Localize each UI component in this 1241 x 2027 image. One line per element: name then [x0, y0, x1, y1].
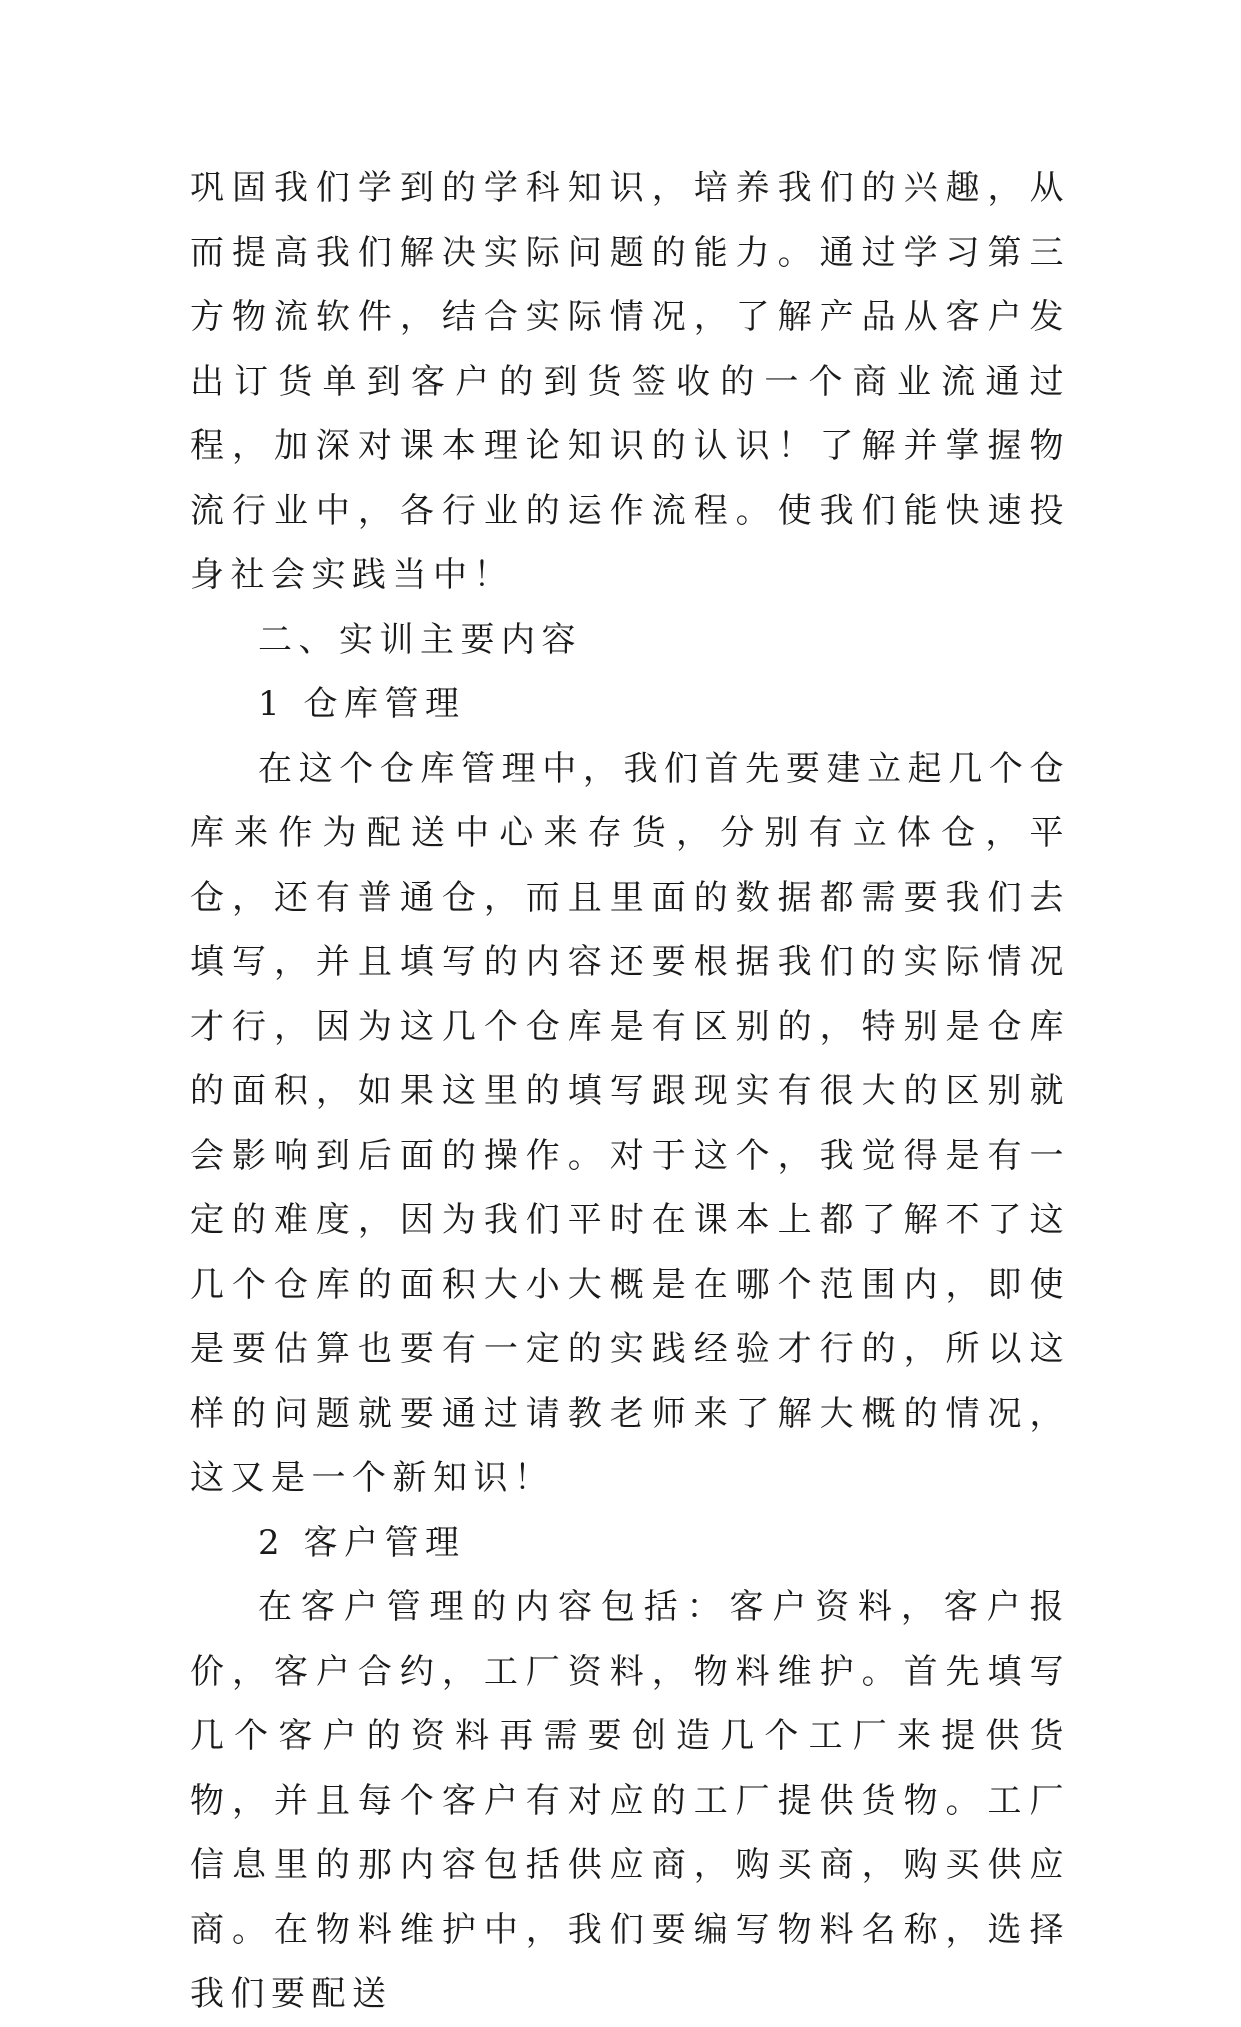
paragraph-customer: 在客户管理的内容包括：客户资料，客户报价，客户合约，工厂资料，物料维护。首先填写几个客户的资料再需要创造几个工厂来提供货物，并且每个客户有对应的工厂提供货物。工厂信息里的那内容包括供应商，购买商，购买供应商。在物料维护中，我们要编写物料名称，选择我们要配送: [190, 1587, 1070, 2014]
document-body: [190, 156, 1070, 2027]
subsection-heading-customer: 2 客户管理: [258, 1522, 466, 1563]
subsection-heading-warehouse: 1 仓库管理: [258, 684, 466, 724]
paragraph-warehouse: 在这个仓库管理中，我们首先要建立起几个仓库来作为配送中心来存货，分别有立体仓，平仓，还有普通仓，而且里面的数据都需要我们去填写，并且填写的内容还要根据我们的实际情况才行，因为这几个仓库是有区别的，特别是仓库的面积，如果这里的填写跟现实有很大的区别就会影响到后面的操作。对于这个，我觉得是有一定的难度，因为我们平时在课本上都了解不了这几个仓库的面积大小大概是在哪个范围内，即使是要估算也要有一定的实践经验才行的，所以这样的问题就要通过请教老师来了解大概的情况，这又是一个新知识！: [190, 748, 1070, 1498]
paragraph-continuation: 巩固我们学到的学科知识，培养我们的兴趣，从而提高我们解决实际问题的能力。通过学习第三方物流软件，结合实际情况，了解产品从客户发出订货单到客户的到货签收的一个商业流通过程，加深对课本理论知识的认识！了解并掌握物流行业中，各行业的运作流程。使我们能快速投身社会实践当中！: [190, 168, 1070, 595]
section-heading: 二、实训主要内容: [258, 619, 582, 660]
